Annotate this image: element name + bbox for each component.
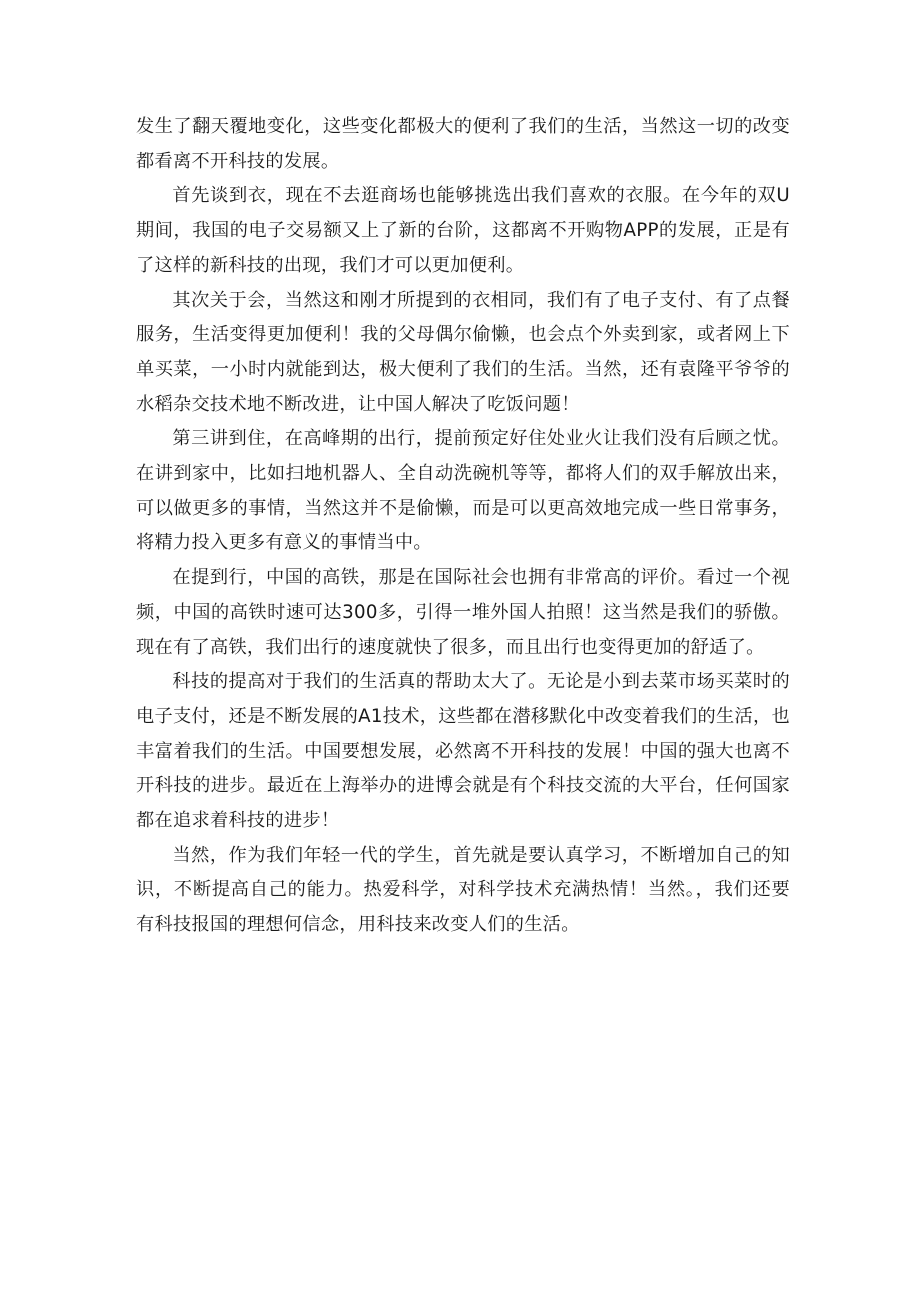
paragraph-conclusion: 当然，作为我们年轻一代的学生，首先就是要认真学习，不断增加自己的知识，不断提高自己的能力。热爱科学，对科学技术充满热情！当然。，我们还要有科技报国的理想何信念，用科技来改变人们的生活。 — [136, 844, 790, 936]
paragraph-transport: 在提到行，中国的高铁，那是在国际社会也拥有非常高的评价。看过一个视频，中国的高铁时速可达300多，引得一堆外国人拍照！这当然是我们的骄傲。现在有了高铁，我们出行的速度就快了很多，而且出行也变得更加的舒适了。 — [136, 567, 790, 658]
paragraph-clothing: 首先谈到衣，现在不去逛商场也能够挑选出我们喜欢的衣服。在今年的双U期间，我国的电子交易额又上了新的台阶，这都离不开购物APP的发展，正是有了这样的新科技的出现，我们才可以更加便利。 — [136, 185, 790, 276]
paragraph-intro-continuation: 发生了翻天覆地变化，这些变化都极大的便利了我们的生活，当然这一切的改变都看离不开科技的发展。 — [136, 116, 790, 172]
paragraph-food: 其次关于会，当然这和刚才所提到的衣相同，我们有了电子支付、有了点餐服务，生活变得更加便利！我的父母偶尔偷懒，也会点个外卖到家，或者网上下单买菜，一小时内就能到达，极大便利了我们的生活。当然，还有袁隆平爷爷的水稻杂交技术地不断改进，让中国人解决了吃饭问题！ — [136, 289, 790, 415]
essay-body — [136, 110, 790, 943]
paragraph-housing: 第三讲到住，在高峰期的出行，提前预定好住处业火让我们没有后顾之忧。在讲到家中，比如扫地机器人、全自动洗碗机等等，都将人们的双手解放出来，可以做更多的事情，当然这并不是偷懒，而是可以更高效地完成一些日常事务，将精力投入更多有意义的事情当中。 — [136, 428, 790, 554]
paragraph-technology-impact: 科技的提高对于我们的生活真的帮助太大了。无论是小到去菜市场买菜时的电子支付，还是不断发展的A1技术，这些都在潜移默化中改变着我们的生活，也丰富着我们的生活。中国要想发展，必然离不开科技的发展！中国的强大也离不开科技的进步。最近在上海举办的进博会就是有个科技交流的大平台，任何国家都在追求着科技的进步！ — [136, 671, 790, 832]
